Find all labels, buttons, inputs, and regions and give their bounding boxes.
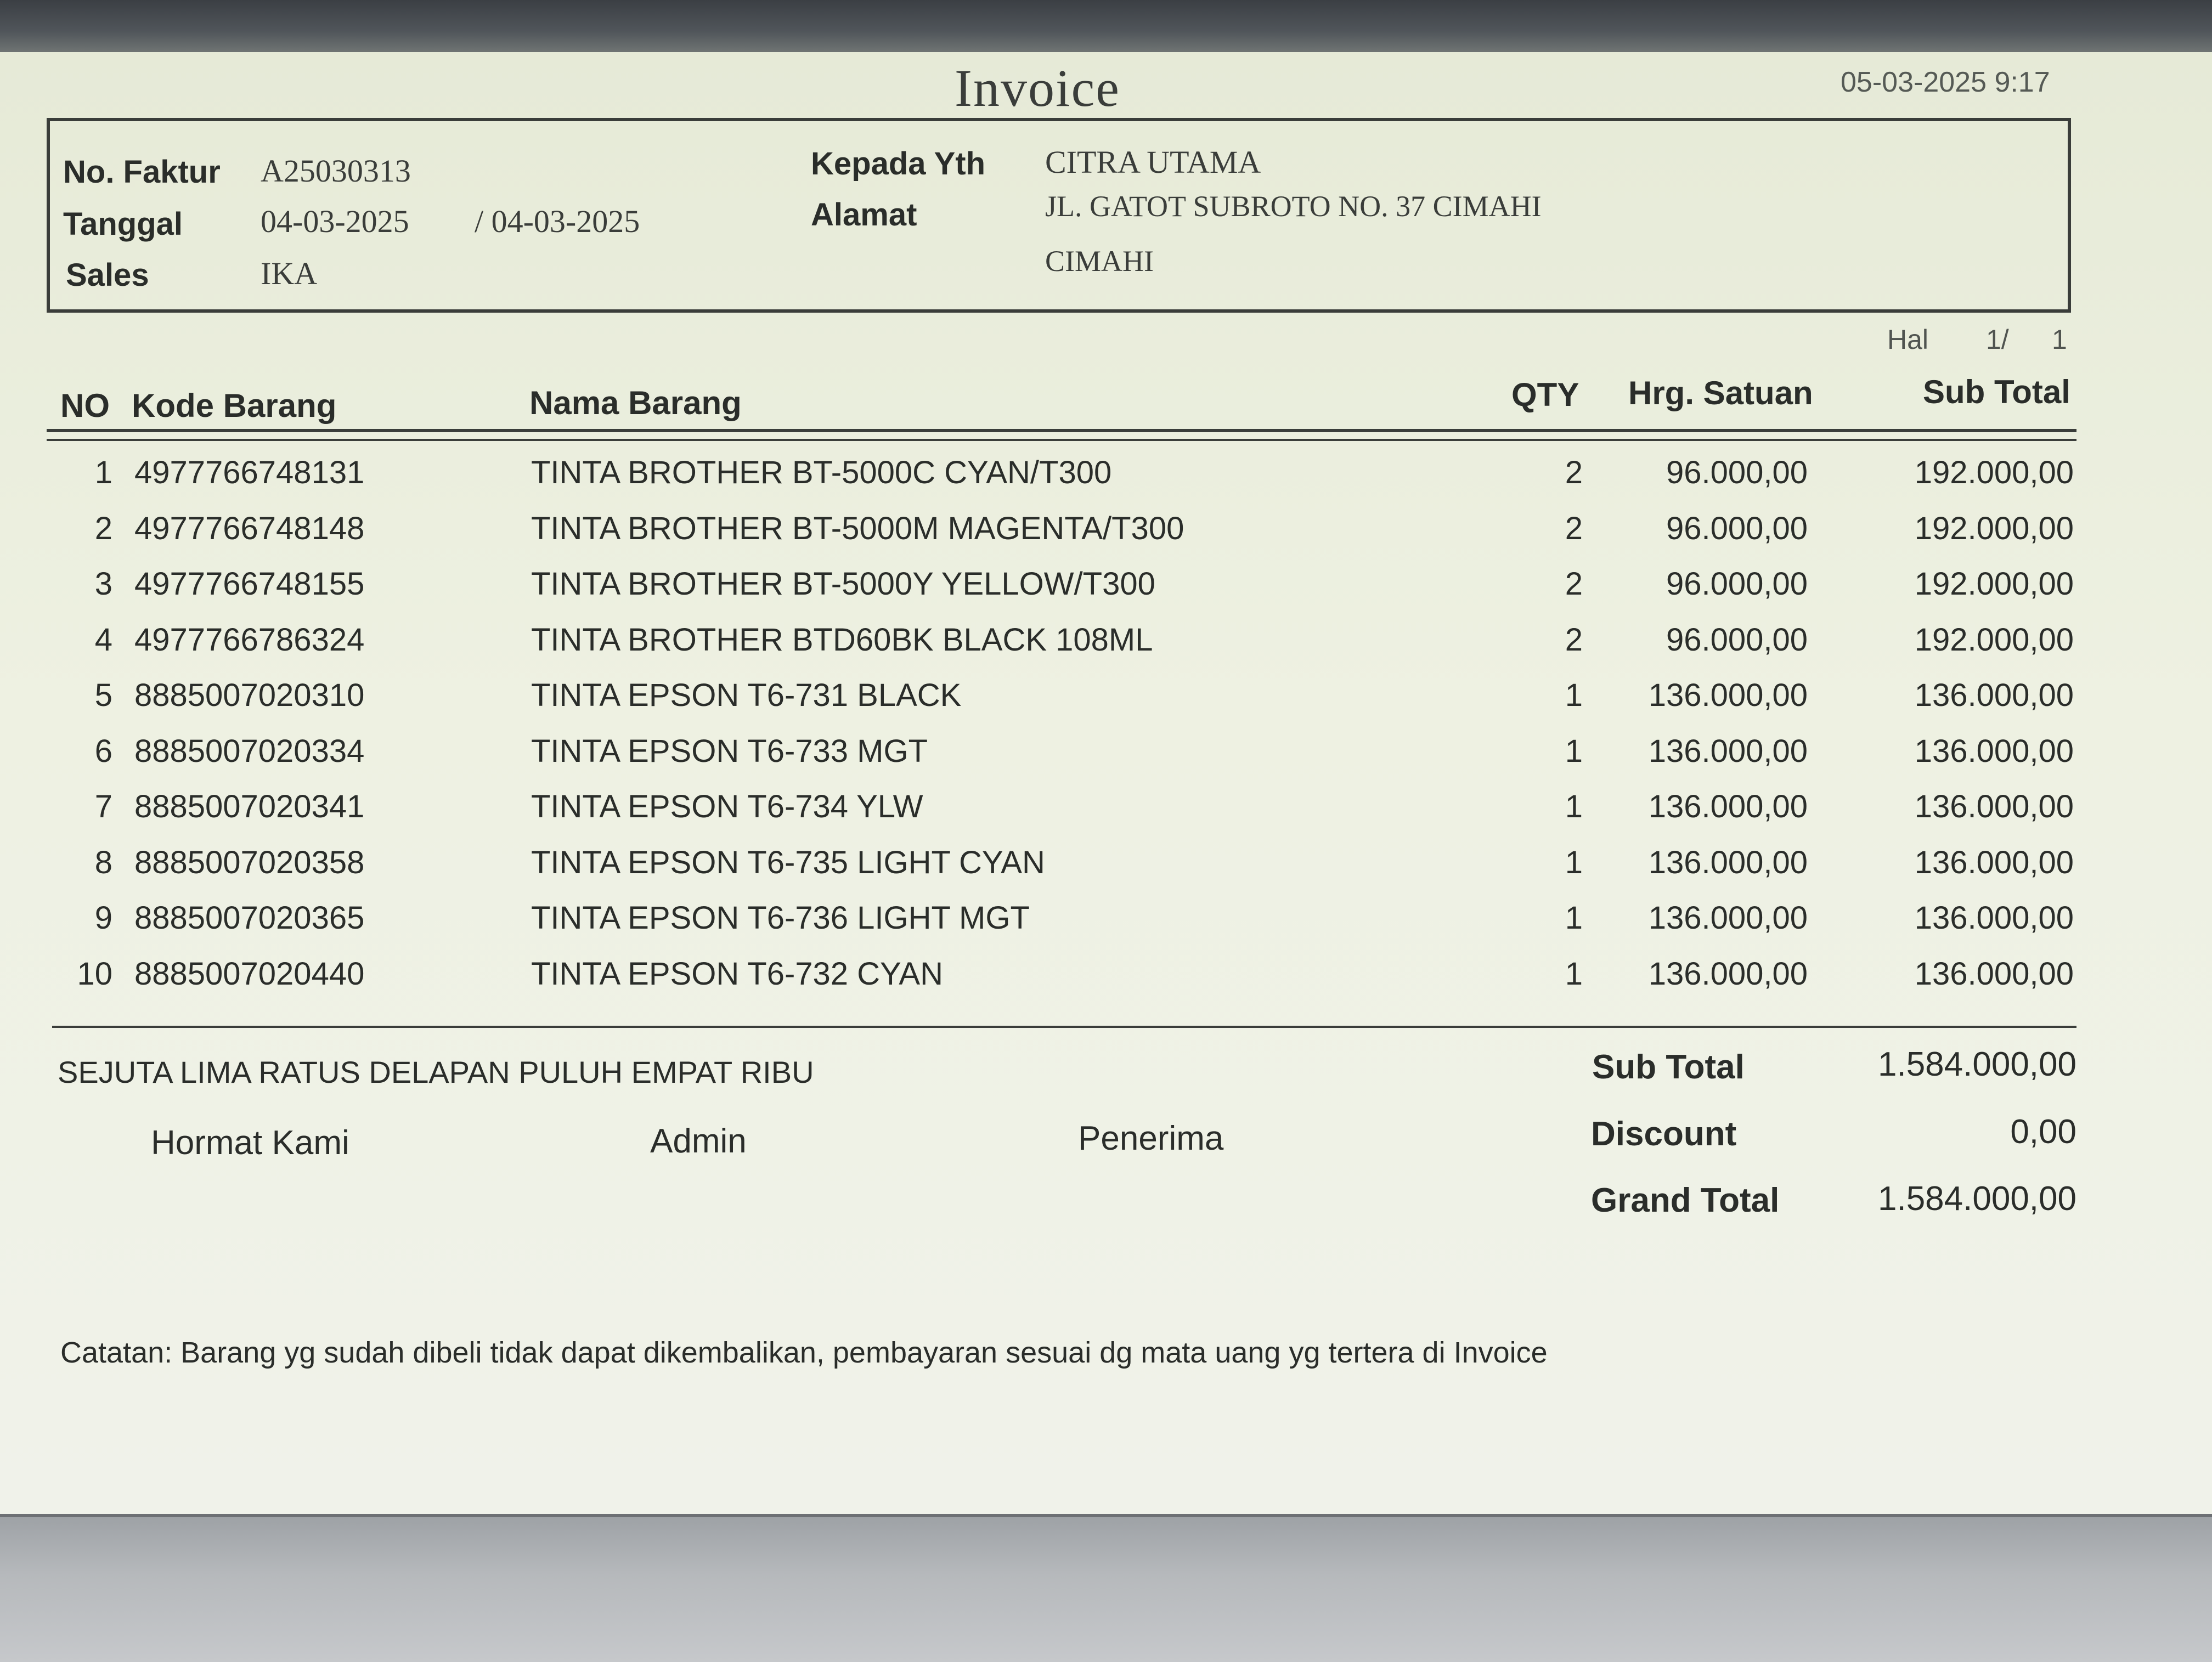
row-harga-satuan: 96.000,00: [1666, 621, 1808, 658]
row-kode-barang: 8885007020365: [134, 900, 365, 936]
kepada-value: CITRA UTAMA: [1045, 144, 1261, 180]
row-no: 10: [77, 956, 112, 992]
table-row: [0, 510, 2212, 565]
row-qty: 2: [1565, 455, 1583, 490]
table-row: [0, 844, 2212, 899]
subtotal-value: 1.584.000,00: [1877, 1045, 2076, 1083]
row-nama-barang: TINTA BROTHER BTD60BK BLACK 108ML: [531, 621, 1153, 658]
no-faktur-label: No. Faktur: [63, 154, 221, 190]
monitor-bottom-area: [0, 1514, 2212, 1662]
alamat-label: Alamat: [811, 197, 917, 233]
col-header-qty: QTY: [1511, 376, 1579, 413]
col-header-sub-total: Sub Total: [1923, 374, 2070, 410]
row-qty: 2: [1565, 510, 1583, 546]
row-sub-total: 136.000,00: [1914, 733, 2074, 769]
page-current: 1/: [1986, 324, 2009, 355]
row-kode-barang: 8885007020341: [134, 789, 365, 824]
row-harga-satuan: 96.000,00: [1666, 510, 1808, 546]
row-no: 7: [94, 789, 112, 824]
row-nama-barang: TINTA BROTHER BT-5000Y YELLOW/T300: [531, 566, 1155, 602]
row-no: 3: [94, 566, 112, 602]
row-harga-satuan: 136.000,00: [1648, 844, 1808, 880]
discount-value: 0,00: [2010, 1113, 2076, 1151]
row-harga-satuan: 136.000,00: [1648, 789, 1808, 824]
alamat-line2: CIMAHI: [1045, 245, 1154, 278]
row-harga-satuan: 136.000,00: [1648, 677, 1808, 713]
row-kode-barang: 4977766748148: [134, 510, 365, 546]
row-harga-satuan: 136.000,00: [1648, 900, 1808, 936]
table-row: [0, 621, 2212, 676]
row-kode-barang: 4977766748131: [134, 455, 365, 490]
sales-value: IKA: [261, 256, 318, 291]
signature-admin: Admin: [650, 1122, 747, 1160]
signature-penerima: Penerima: [1078, 1120, 1224, 1157]
row-kode-barang: 8885007020334: [134, 733, 365, 769]
print-datetime: 05-03-2025 9:17: [1841, 66, 2050, 98]
row-qty: 2: [1565, 566, 1583, 602]
row-nama-barang: TINTA EPSON T6-731 BLACK: [531, 677, 962, 713]
tanggal-label: Tanggal: [63, 206, 183, 242]
table-row: [0, 454, 2212, 509]
table-row: [0, 677, 2212, 732]
subtotal-label: Sub Total: [1592, 1048, 1745, 1086]
table-row: [0, 788, 2212, 843]
tanggal-value: 04-03-2025: [261, 203, 409, 239]
row-nama-barang: TINTA EPSON T6-736 LIGHT MGT: [531, 900, 1030, 936]
col-header-no: NO: [60, 387, 110, 424]
kepada-label: Kepada Yth: [811, 146, 986, 182]
row-nama-barang: TINTA EPSON T6-734 YLW: [531, 789, 923, 824]
row-qty: 1: [1565, 733, 1583, 769]
sales-label: Sales: [66, 257, 149, 293]
row-no: 1: [94, 455, 112, 490]
row-sub-total: 192.000,00: [1914, 510, 2074, 546]
row-qty: 2: [1565, 621, 1583, 658]
signature-hormat-kami: Hormat Kami: [151, 1124, 349, 1162]
row-no: 5: [94, 677, 112, 713]
row-no: 8: [94, 844, 112, 880]
grand-total-label: Grand Total: [1591, 1182, 1780, 1219]
row-kode-barang: 8885007020310: [134, 677, 365, 713]
table-row: [0, 956, 2212, 1010]
header-rule-top: [47, 429, 2076, 432]
row-sub-total: 192.000,00: [1914, 566, 2074, 602]
col-header-kode-barang: Kode Barang: [132, 387, 337, 424]
row-no: 9: [94, 900, 112, 936]
row-sub-total: 136.000,00: [1914, 956, 2074, 992]
row-nama-barang: TINTA BROTHER BT-5000C CYAN/T300: [531, 455, 1112, 490]
discount-label: Discount: [1591, 1115, 1737, 1153]
col-header-harga-satuan: Hrg. Satuan: [1628, 375, 1813, 411]
row-harga-satuan: 136.000,00: [1648, 956, 1808, 992]
row-sub-total: 136.000,00: [1914, 677, 2074, 713]
row-qty: 1: [1565, 844, 1583, 880]
table-row: [0, 566, 2212, 620]
row-nama-barang: TINTA BROTHER BT-5000M MAGENTA/T300: [531, 510, 1184, 546]
row-nama-barang: TINTA EPSON T6-733 MGT: [531, 733, 928, 769]
row-no: 4: [94, 621, 112, 658]
row-qty: 1: [1565, 956, 1583, 992]
row-nama-barang: TINTA EPSON T6-735 LIGHT CYAN: [531, 844, 1045, 880]
row-qty: 1: [1565, 677, 1583, 713]
alamat-line1: JL. GATOT SUBROTO NO. 37 CIMAHI: [1045, 190, 1542, 223]
items-bottom-rule: [52, 1026, 2076, 1028]
amount-in-words: SEJUTA LIMA RATUS DELAPAN PULUH EMPAT RIBU: [58, 1055, 814, 1089]
table-row: [0, 733, 2212, 788]
row-harga-satuan: 96.000,00: [1666, 455, 1808, 490]
row-sub-total: 192.000,00: [1914, 455, 2074, 490]
page-label: Hal: [1887, 324, 1929, 355]
row-sub-total: 136.000,00: [1914, 789, 2074, 824]
row-harga-satuan: 96.000,00: [1666, 566, 1808, 602]
row-sub-total: 136.000,00: [1914, 844, 2074, 880]
monitor-top-bezel: [0, 0, 2212, 52]
row-no: 6: [94, 733, 112, 769]
row-sub-total: 192.000,00: [1914, 621, 2074, 658]
row-sub-total: 136.000,00: [1914, 900, 2074, 936]
row-kode-barang: 4977766786324: [134, 621, 365, 658]
col-header-nama-barang: Nama Barang: [529, 385, 742, 421]
row-no: 2: [94, 510, 112, 546]
row-harga-satuan: 136.000,00: [1648, 733, 1808, 769]
no-faktur-value: A25030313: [261, 153, 411, 189]
page-total: 1: [2052, 324, 2067, 355]
invoice-title: Invoice: [955, 59, 1120, 117]
row-qty: 1: [1565, 900, 1583, 936]
row-nama-barang: TINTA EPSON T6-732 CYAN: [531, 956, 943, 992]
row-kode-barang: 8885007020440: [134, 956, 365, 992]
grand-total-value: 1.584.000,00: [1877, 1180, 2076, 1218]
row-kode-barang: 4977766748155: [134, 566, 365, 602]
footer-note: Catatan: Barang yg sudah dibeli tidak dapat dikembalikan, pembayaran sesuai dg mata uang yg tertera di Invoice: [60, 1336, 1548, 1369]
header-rule-bottom: [47, 439, 2076, 441]
row-qty: 1: [1565, 789, 1583, 824]
row-kode-barang: 8885007020358: [134, 844, 365, 880]
table-row: [0, 900, 2212, 954]
tanggal-due-value: / 04-03-2025: [475, 203, 640, 239]
